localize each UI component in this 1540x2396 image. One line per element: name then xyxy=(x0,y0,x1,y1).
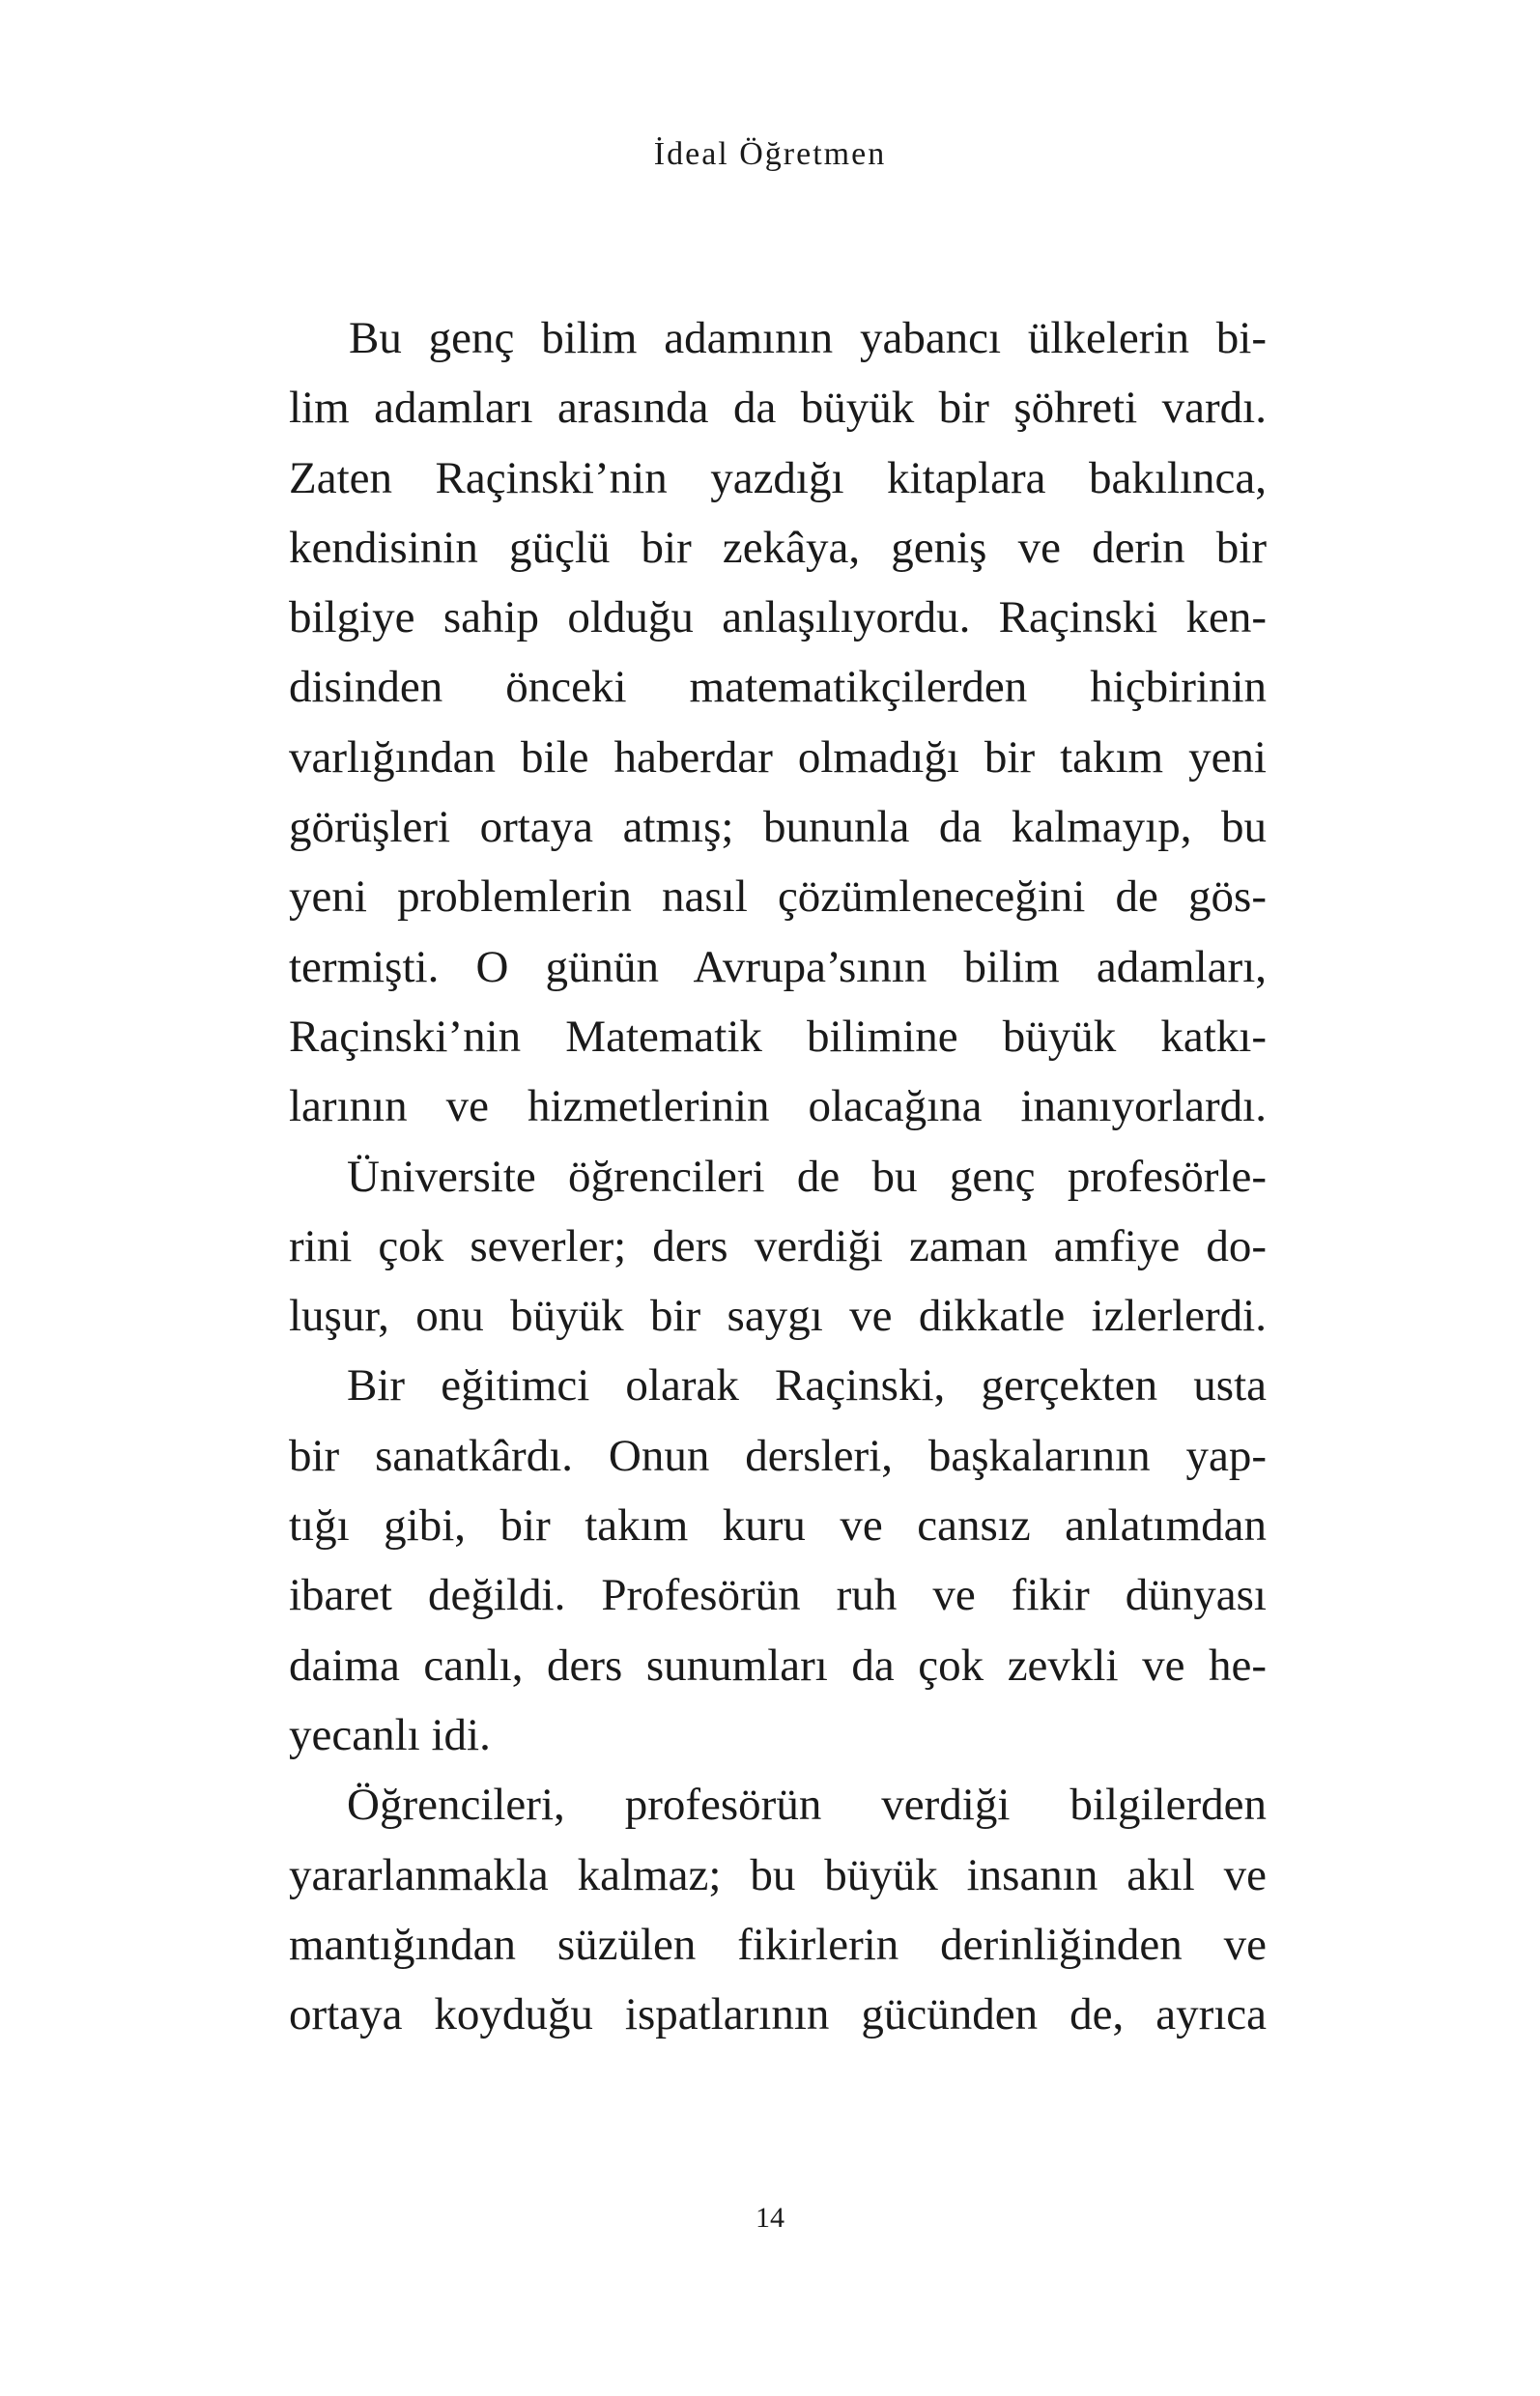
body-text xyxy=(289,303,1267,2049)
text-line: Bu genç bilim adamının yabancı ülkelerin bi- xyxy=(349,313,1267,363)
text-line: varlığından bile haberdar olmadığı bir takım yeni xyxy=(289,731,1267,783)
text-line: mantığından süzülen fikirlerin derinliğinden ve xyxy=(289,1919,1267,1970)
page-number: 14 xyxy=(756,2202,784,2234)
text-line: tığı gibi, bir takım kuru ve cansız anlatımdan xyxy=(289,1500,1267,1552)
paragraph-3 xyxy=(289,1351,1267,1770)
text-line: lim adamları arasında da büyük bir şöhreti vardı. xyxy=(289,383,1267,434)
text-line: görüşleri ortaya atmış; bununla da kalmayıp, bu xyxy=(289,802,1267,853)
text-line: bir sanatkârdı. Onun dersleri, başkalarının yap- xyxy=(289,1430,1267,1481)
text-line: kendisinin güçlü bir zekâya, geniş ve derin bir xyxy=(289,522,1267,573)
text-line: larının ve hizmetlerinin olacağına inanıyorlardı. xyxy=(289,1081,1267,1132)
text-line: Öğrencileri, profesörün verdiği bilgilerden xyxy=(347,1780,1267,1831)
text-line: Raçinski’nin Matematik bilimine büyük katkı- xyxy=(289,1011,1267,1062)
text-line: Bir eğitimci olarak Raçinski, gerçekten usta xyxy=(347,1360,1267,1412)
paragraph-2 xyxy=(289,1142,1267,1352)
text-line: yeni problemlerin nasıl çözümleneceğini de gös- xyxy=(289,871,1267,923)
text-line: Üniversite öğrencileri de bu genç profesörle- xyxy=(347,1151,1267,1202)
text-line: daima canlı, ders sunumları da çok zevkli ve he- xyxy=(289,1640,1267,1691)
text-line: ortaya koyduğu ispatlarının gücünden de, ayrıca xyxy=(289,1989,1267,2040)
paragraph-4 xyxy=(289,1770,1267,2049)
running-header-title: İdeal Öğretmen xyxy=(653,136,887,172)
paragraph-1 xyxy=(289,303,1267,1142)
text-line: disinden önceki matematikçilerden hiçbirinin xyxy=(289,662,1267,713)
text-line: luşur, onu büyük bir saygı ve dikkatle izlerlerdi. xyxy=(289,1291,1267,1342)
text-line: ibaret değildi. Profesörün ruh ve fikir dünyası xyxy=(289,1570,1267,1621)
text-line: yecanlı idi. xyxy=(289,1709,491,1760)
text-line: bilgiye sahip olduğu anlaşılıyordu. Raçinski ken- xyxy=(289,592,1267,643)
text-line: rini çok severler; ders verdiği zaman amfiye do- xyxy=(289,1220,1267,1271)
text-line: termişti. O günün Avrupa’sının bilim adamları, xyxy=(289,941,1267,992)
text-line: Zaten Raçinski’nin yazdığı kitaplara bakılınca, xyxy=(289,452,1267,503)
text-line: yararlanmakla kalmaz; bu büyük insanın akıl ve xyxy=(289,1849,1267,1900)
